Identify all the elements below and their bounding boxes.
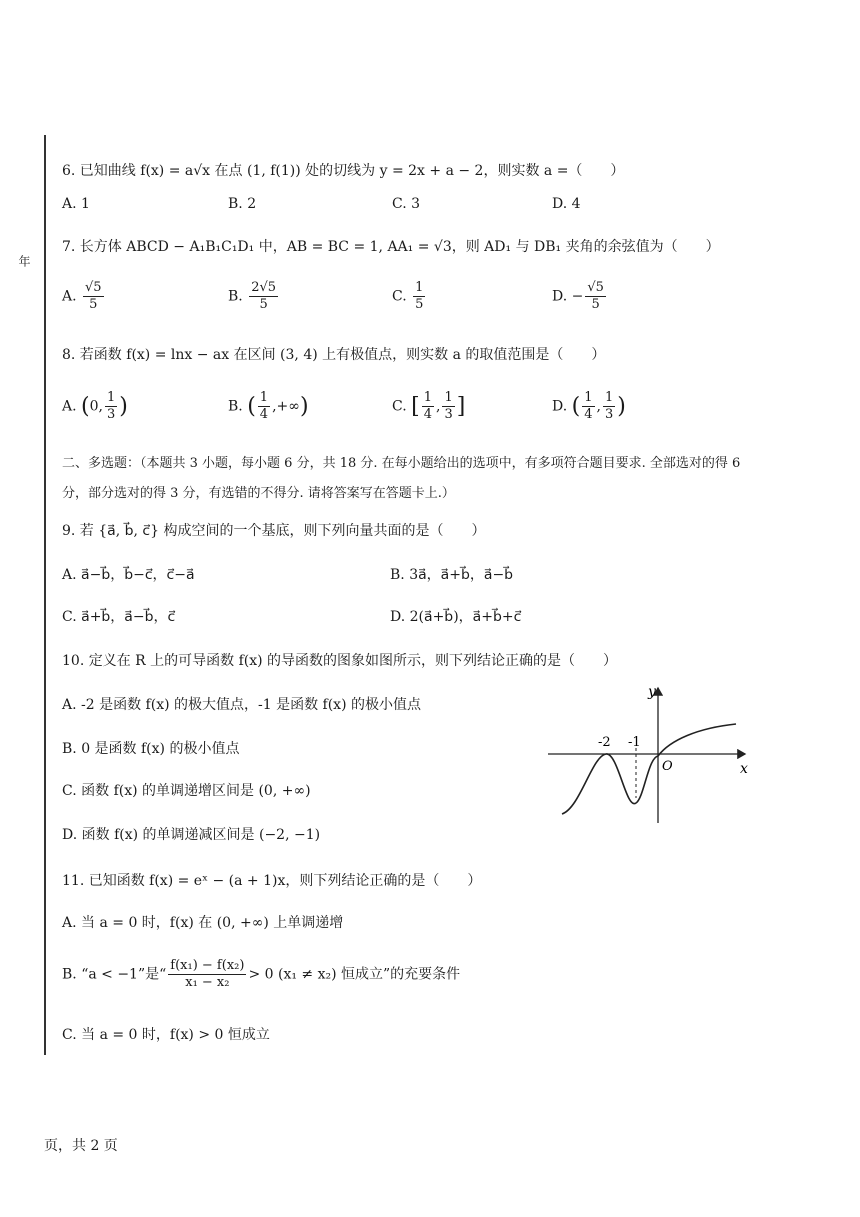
q6-option-a: A. 1: [62, 196, 90, 212]
margin-mark: 年: [17, 255, 31, 267]
tick-label-neg1: -1: [628, 735, 641, 750]
q8-option-a: A. (0, $\frac{1}{3}$ ): [62, 390, 128, 422]
q8-option-b: B. ( $\frac{1}{4}$ ,+∞): [228, 390, 309, 422]
q6-option-d: D. 4: [552, 196, 581, 212]
q8-option-c: C. [ $\frac{1}{4}$ , $\frac{1}{3}$ ]: [392, 390, 466, 422]
question-7: 7. 长方体 ABCD − A₁B₁C₁D₁ 中，AB = BC = 1, AA₁ = √3，则 AD₁ 与 DB₁ 夹角的余弦值为（ ）: [62, 239, 720, 255]
q11-option-c: C. 当 a = 0 时，f(x) > 0 恒成立: [62, 1027, 270, 1043]
q9-option-a: A. a⃗−b⃗，b⃗−c⃗，c⃗−a⃗: [62, 567, 195, 583]
q9-option-b: B. 3a⃗，a⃗+b⃗，a⃗−b⃗: [390, 567, 514, 583]
q10-option-d: D. 函数 f(x) 的单调递减区间是 (−2, −1): [62, 827, 321, 843]
question-6: 6. 已知曲线 f(x) = a√x 在点 (1, f(1)) 处的切线为 y = 2x + a − 2，则实数 a =（ ）: [62, 163, 625, 179]
question-11: 11. 已知函数 f(x) = eˣ − (a + 1)x，则下列结论正确的是（ ）: [62, 873, 482, 889]
q8-option-d: D. ( $\frac{1}{4}$ , $\frac{1}{3}$ ): [552, 390, 626, 422]
q9-option-d: D. 2(a⃗+b⃗)，a⃗+b⃗+c⃗: [390, 609, 522, 625]
q7-option-c: C. $\frac{1}{5}$: [392, 280, 424, 312]
q10-option-b: B. 0 是函数 f(x) 的极小值点: [62, 741, 240, 757]
q10-option-a: A. -2 是函数 f(x) 的极大值点，-1 是函数 f(x) 的极小值点: [62, 697, 421, 713]
question-8: 8. 若函数 f(x) = lnx − ax 在区间 (3, 4) 上有极值点，则实数 a 的取值范围是（ ）: [62, 347, 606, 363]
x-axis-label: x: [740, 761, 748, 777]
q11-option-b: B. “a < −1”是“ $\frac{\text{f(x₁) − f(x₂)}}{\text{x₁ − x₂}}$ > 0 (x₁ ≠ x₂) 恒成立”的充要条件: [62, 958, 461, 990]
derivative-curve: [562, 724, 736, 814]
q7-option-b: B. $\frac{2√5}{5}$: [228, 280, 277, 312]
q7-option-a: A. $\frac{√5}{5}$: [62, 280, 102, 312]
q11-option-a: A. 当 a = 0 时，f(x) 在 (0, +∞) 上单调递增: [62, 915, 344, 931]
question-10: 10. 定义在 R 上的可导函数 f(x) 的导函数的图象如图所示，则下列结论正确的是（ ）: [62, 653, 618, 669]
q10-option-c: C. 函数 f(x) 的单调递增区间是 (0, +∞): [62, 783, 311, 799]
derivative-graph: [540, 678, 760, 828]
margin-line: [44, 135, 46, 1055]
origin-label: O: [662, 759, 673, 774]
y-axis-label: y: [648, 684, 656, 700]
q6-option-c: C. 3: [392, 196, 421, 212]
section-2-heading-cont: 分，部分选对的得 3 分，有选错的不得分. 请将答案写在答题卡上.）: [62, 486, 455, 501]
q9-option-c: C. a⃗+b⃗，a⃗−b⃗，c⃗: [62, 609, 176, 625]
q7-option-d: D. − $\frac{√5}{5}$: [552, 280, 604, 312]
question-9: 9. 若 {a⃗, b⃗, c⃗} 构成空间的一个基底，则下列向量共面的是（ ）: [62, 523, 486, 539]
tick-label-neg2: -2: [598, 735, 611, 750]
q6-option-b: B. 2: [228, 196, 257, 212]
section-2-heading: 二、多选题：（本题共 3 小题，每小题 6 分，共 18 分. 在每小题给出的选项中，有多项符合题目要求. 全部选对的得 6: [62, 456, 741, 471]
page-footer: 页，共 2 页: [44, 1138, 118, 1154]
